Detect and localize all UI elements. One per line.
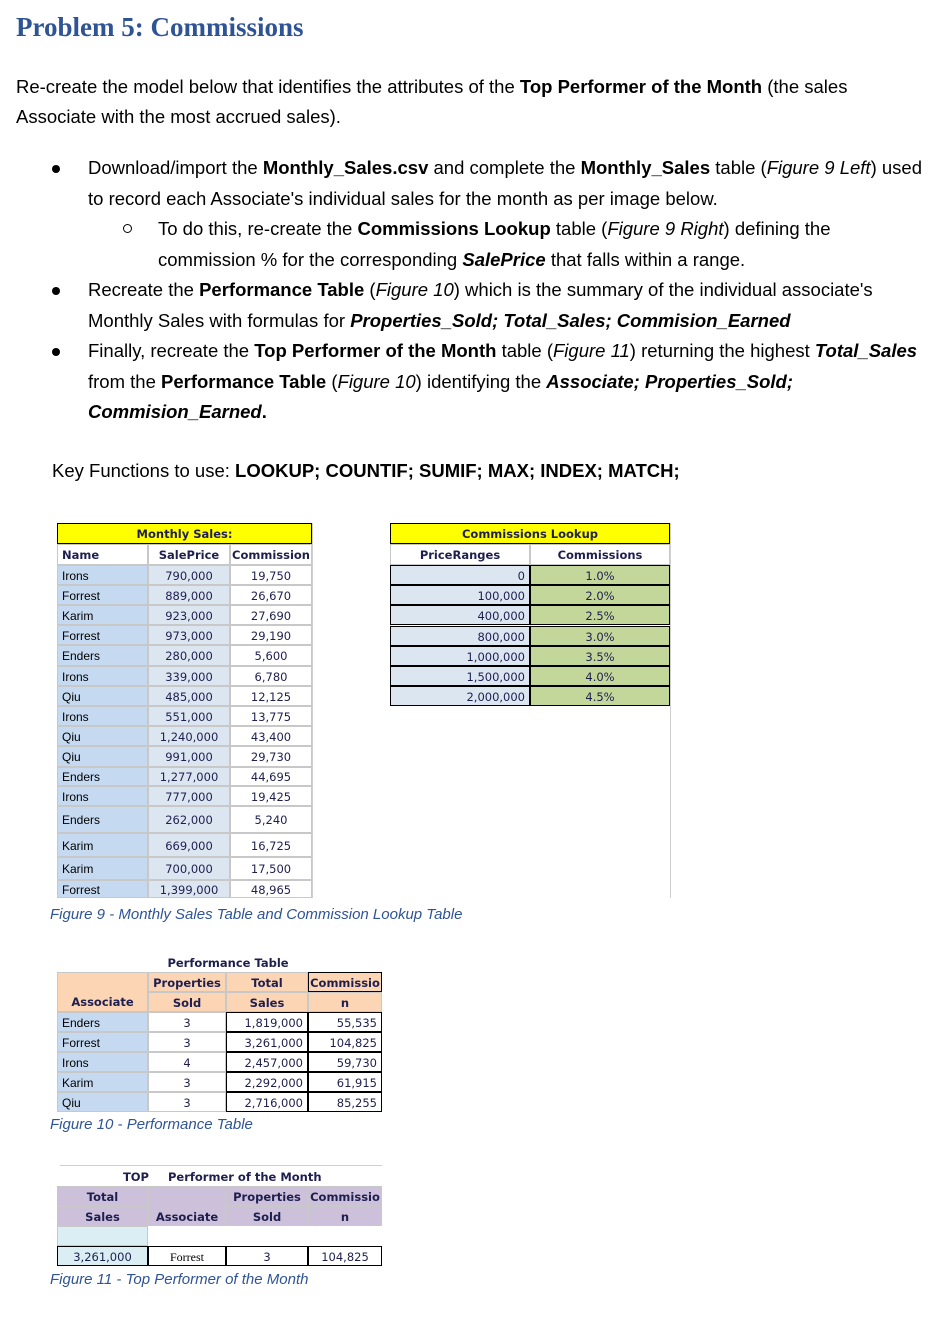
- text: ) used to record each Associate's individual sales for the month as per image below.: [88, 157, 922, 209]
- table-name: Top Performer of the Month: [254, 340, 497, 361]
- text: ) defining the commission % for the corresponding: [158, 218, 831, 270]
- field-names: Associate; Properties_Sold; Commision_Earned: [88, 370, 794, 422]
- col-header-sales: Sales: [57, 1206, 148, 1226]
- text: (: [364, 279, 376, 300]
- lookup-row-rate: 2.5%: [530, 605, 670, 625]
- table-row-commission: 12,125: [230, 686, 312, 706]
- text: that falls within a range.: [545, 248, 746, 270]
- key-functions-label: Key Functions to use:: [52, 460, 236, 481]
- table-row-saleprice: 700,000: [148, 857, 230, 880]
- table-row-properties: 4: [148, 1052, 226, 1072]
- lookup-row-price: 100,000: [390, 585, 530, 605]
- text: table (: [550, 218, 608, 239]
- text: ) returning the highest: [629, 340, 815, 361]
- col-header-commission: Commissio: [308, 972, 382, 992]
- lookup-row-price: 400,000: [390, 605, 530, 625]
- commissions-lookup-title: Commissions Lookup: [390, 523, 670, 544]
- table-name: Performance Table: [161, 370, 327, 392]
- bullet-item-top-performer: [0, 336, 930, 428]
- table-row-commission: 55,535: [308, 1012, 382, 1032]
- table-row-commission: 61,915: [308, 1072, 382, 1092]
- table-row-properties: 3: [148, 1072, 226, 1092]
- table-row-name: Enders: [57, 645, 148, 666]
- table-row-name: Forrest: [57, 625, 148, 645]
- text: table (: [496, 340, 553, 361]
- text: from the: [88, 370, 161, 392]
- table-row-name: Irons: [57, 706, 148, 726]
- table-row-saleprice: 790,000: [148, 565, 230, 585]
- lookup-row-rate: 2.0%: [530, 585, 670, 605]
- gridline: [670, 523, 671, 898]
- bullet-dot-icon: [52, 348, 60, 356]
- bullet-dot-icon: [52, 287, 60, 295]
- table-row-name: Forrest: [57, 880, 148, 898]
- table-row-saleprice: 669,000: [148, 833, 230, 857]
- col-header-total: Total: [57, 1186, 148, 1206]
- circle-bullet-icon: [123, 224, 132, 233]
- table-row-commission: 29,190: [230, 625, 312, 645]
- table-row-commission: 43,400: [230, 726, 312, 746]
- table-row-saleprice: 1,399,000: [148, 880, 230, 898]
- table-row-commission: 48,965: [230, 880, 312, 898]
- figure-9-caption: Figure 9 - Monthly Sales Table and Commission Lookup Table: [50, 906, 463, 923]
- table-row-saleprice: 339,000: [148, 666, 230, 686]
- col-header-sold: Sold: [226, 1206, 308, 1226]
- table-row-commission: 17,500: [230, 857, 312, 880]
- table-row-properties: 3: [148, 1012, 226, 1032]
- table-row-commission: 26,670: [230, 585, 312, 605]
- table-row-commission: 13,775: [230, 706, 312, 726]
- figure-ref: Figure 9 Left: [766, 157, 871, 178]
- col-header-sold: Sold: [148, 992, 226, 1012]
- table-row-commission: 19,750: [230, 565, 312, 585]
- figure-ref: Figure 11: [553, 340, 630, 361]
- table-row-saleprice: 889,000: [148, 585, 230, 605]
- col-header-saleprice: SalePrice: [148, 544, 230, 565]
- table-row-saleprice: 280,000: [148, 645, 230, 666]
- table-row-saleprice: 551,000: [148, 706, 230, 726]
- table-row-saleprice: 262,000: [148, 806, 230, 833]
- top-properties-sold: 3: [226, 1246, 308, 1266]
- table-name: Monthly_Sales: [580, 157, 711, 178]
- sub-bullet-lookup: [0, 214, 930, 275]
- col-header-name: Name: [57, 544, 148, 565]
- top-commission: 104,825: [308, 1246, 382, 1266]
- field-name: Total_Sales: [814, 340, 918, 361]
- table-row-commission: 5,600: [230, 645, 312, 666]
- table-row-associate: Qiu: [57, 1092, 148, 1112]
- table-name: Performance Table: [199, 279, 365, 300]
- lookup-row-price: 800,000: [390, 626, 530, 646]
- table-row-name: Karim: [57, 857, 148, 880]
- lookup-row-price: 1,500,000: [390, 666, 530, 686]
- table-row-commission: 59,730: [308, 1052, 382, 1072]
- table-row-commission: 29,730: [230, 746, 312, 767]
- table-row-name: Karim: [57, 833, 148, 857]
- table-row-associate: Forrest: [57, 1032, 148, 1052]
- intro-bold: Top Performer of the Month: [519, 76, 763, 97]
- intro-text: Re-create the model below that identifies the attributes of the: [16, 76, 520, 97]
- col-header-commission: Commission: [230, 544, 312, 565]
- table-row-name: Qiu: [57, 726, 148, 746]
- top-associate: Forrest: [148, 1246, 226, 1266]
- table-row-saleprice: 1,240,000: [148, 726, 230, 746]
- figure-10-caption: Figure 10 - Performance Table: [50, 1116, 253, 1133]
- table-row-saleprice: 485,000: [148, 686, 230, 706]
- col-header-associate: Associate: [155, 1210, 219, 1224]
- text: table (: [710, 157, 767, 178]
- table-row-name: Qiu: [57, 746, 148, 767]
- lookup-row-rate: 4.5%: [530, 686, 670, 706]
- bullet-item-download: [0, 153, 930, 214]
- top-title-1: TOP: [122, 1170, 149, 1184]
- table-row-commission: 85,255: [308, 1092, 382, 1112]
- top-total-sales: 3,261,000: [57, 1246, 148, 1266]
- gridline: [312, 523, 313, 898]
- table-row-total-sales: 1,819,000: [226, 1012, 308, 1032]
- table-row-name: Forrest: [57, 585, 148, 605]
- col-header-commission: Commissio: [308, 1186, 382, 1206]
- col-header-sales: Sales: [226, 992, 308, 1012]
- figure-ref: Figure 10: [375, 279, 454, 300]
- table-row-name: Irons: [57, 786, 148, 806]
- intro-text-end: (the sales Associate with the most accrued sales).: [16, 76, 848, 127]
- table-row-name: Irons: [57, 565, 148, 585]
- lookup-row-rate: 3.5%: [530, 646, 670, 666]
- field-names: Properties_Sold; Total_Sales; Commision_Earned: [350, 309, 791, 331]
- intro-paragraph: [16, 72, 926, 132]
- lookup-row-rate: 1.0%: [530, 565, 670, 585]
- top-title-2: Performer of the Month: [168, 1170, 322, 1184]
- col-header-total: Total: [226, 972, 308, 992]
- col-header-commission-2: n: [308, 1206, 382, 1226]
- table-row-commission: 104,825: [308, 1032, 382, 1052]
- key-functions-list: LOOKUP; COUNTIF; SUMIF; MAX; INDEX; MATCH;: [235, 460, 680, 481]
- table-row-commission: 5,240: [230, 806, 312, 833]
- text: Finally, recreate the: [88, 340, 255, 361]
- text: .: [261, 401, 267, 422]
- field-name: SalePrice: [462, 248, 546, 270]
- figure-11-caption: Figure 11 - Top Performer of the Month: [50, 1271, 309, 1288]
- text: (: [326, 370, 338, 392]
- text: and complete the: [428, 157, 581, 178]
- table-row-commission: 27,690: [230, 605, 312, 625]
- table-row-saleprice: 777,000: [148, 786, 230, 806]
- table-row-properties: 3: [148, 1032, 226, 1052]
- spacer-cell: [57, 1226, 148, 1246]
- col-header-properties: Properties: [148, 972, 226, 992]
- bullet-dot-icon: [52, 165, 60, 173]
- monthly-sales-title: Monthly Sales:: [57, 523, 312, 544]
- table-row-name: Enders: [57, 767, 148, 786]
- table-row-associate: Irons: [57, 1052, 148, 1072]
- table-row-commission: 16,725: [230, 833, 312, 857]
- table-row-total-sales: 2,716,000: [226, 1092, 308, 1112]
- lookup-row-price: 1,000,000: [390, 646, 530, 666]
- instruction-list: [0, 153, 930, 428]
- key-functions: [52, 460, 680, 482]
- table-row-total-sales: 2,457,000: [226, 1052, 308, 1072]
- divider: [60, 1165, 382, 1166]
- table-row-name: Qiu: [57, 686, 148, 706]
- performance-title: Performance Table: [167, 956, 289, 970]
- table-row-saleprice: 973,000: [148, 625, 230, 645]
- col-header-commissions: Commissions: [530, 544, 670, 565]
- figure-ref: Figure 9 Right: [607, 218, 724, 239]
- table-row-total-sales: 2,292,000: [226, 1072, 308, 1092]
- col-header-priceranges: PriceRanges: [390, 544, 530, 565]
- lookup-row-rate: 3.0%: [530, 626, 670, 646]
- figure-ref: Figure 10: [337, 370, 416, 392]
- bullet-item-performance: [0, 275, 930, 336]
- text: ) which is the summary of the individual associate's Monthly Sales with formulas for: [88, 279, 873, 331]
- col-header-properties: Properties: [226, 1186, 308, 1206]
- table-row-properties: 3: [148, 1092, 226, 1112]
- table-row-name: Karim: [57, 605, 148, 625]
- table-row-commission: 44,695: [230, 767, 312, 786]
- table-row-total-sales: 3,261,000: [226, 1032, 308, 1052]
- table-row-name: Irons: [57, 666, 148, 686]
- lookup-row-price: 2,000,000: [390, 686, 530, 706]
- page-title: Problem 5: Commissions: [16, 12, 304, 42]
- lookup-row-rate: 4.0%: [530, 666, 670, 686]
- table-row-saleprice: 923,000: [148, 605, 230, 625]
- col-header-associate: Associate: [71, 995, 134, 1009]
- text: ) identifying the: [415, 370, 547, 392]
- col-header-commission-2: n: [308, 992, 382, 1012]
- text: Download/import the: [88, 157, 263, 178]
- table-row-commission: 6,780: [230, 666, 312, 686]
- lookup-row-price: 0: [390, 565, 530, 585]
- table-row-name: Enders: [57, 806, 148, 833]
- csv-filename: Monthly_Sales.csv: [262, 157, 429, 178]
- table-row-commission: 19,425: [230, 786, 312, 806]
- table-row-associate: Karim: [57, 1072, 148, 1092]
- text: Recreate the: [88, 279, 200, 300]
- table-row-saleprice: 991,000: [148, 746, 230, 767]
- table-row-saleprice: 1,277,000: [148, 767, 230, 786]
- table-row-associate: Enders: [57, 1012, 148, 1032]
- text: To do this, re-create the: [158, 218, 358, 239]
- table-name: Commissions Lookup: [357, 218, 551, 239]
